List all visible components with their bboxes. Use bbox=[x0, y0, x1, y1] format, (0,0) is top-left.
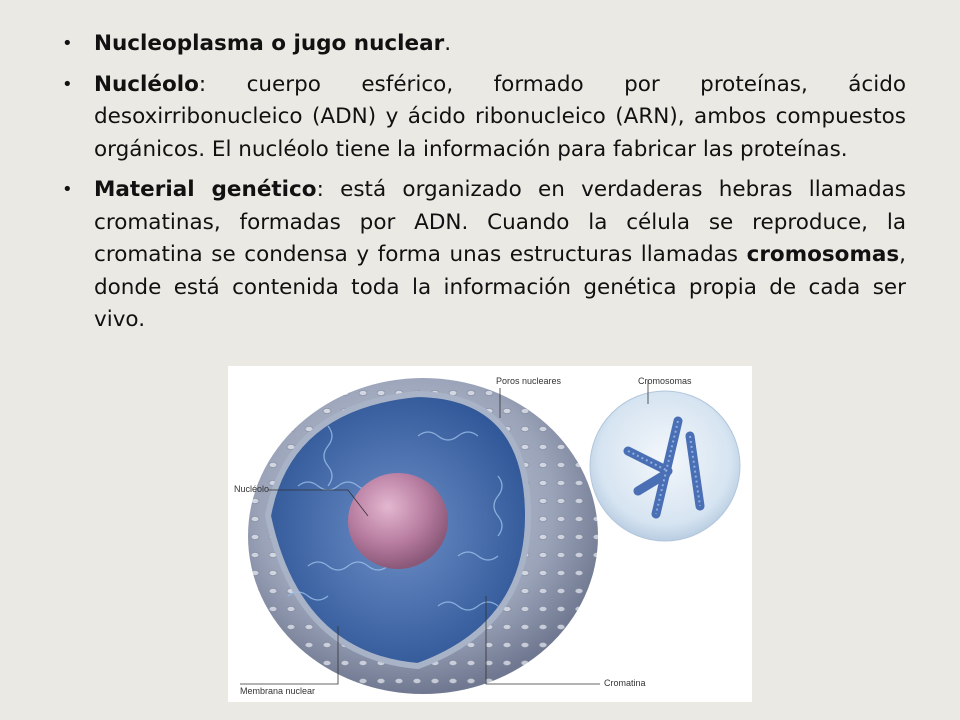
bullet-dot-icon: • bbox=[62, 33, 73, 54]
label-poros-nucleares: Poros nucleares bbox=[496, 376, 562, 386]
bullet-dot-icon: • bbox=[62, 73, 73, 95]
bullet-material-genetico bbox=[60, 174, 906, 337]
bullet-nucleoplasma bbox=[60, 28, 906, 61]
bullet-emphasis: cromosomas bbox=[746, 242, 900, 267]
nucleus-illustration bbox=[228, 366, 752, 702]
bullet-term: Material genético bbox=[94, 177, 317, 202]
bullet-text: está organizado en verdaderas hebras llamadas cromatinas, formadas por ADN. Cuando la célula se reproduce, la cromatina se condensa y forma unas estructuras llamadas bbox=[94, 177, 907, 267]
label-membrana-nuclear: Membrana nuclear bbox=[240, 686, 316, 696]
bullet-term: Nucléolo bbox=[94, 71, 199, 97]
bullet-list bbox=[60, 28, 906, 345]
label-cromosomas: Cromosomas bbox=[638, 376, 692, 386]
chromosome-inset bbox=[590, 391, 740, 541]
bullet-term: Nucleoplasma o jugo nuclear bbox=[94, 31, 445, 56]
bullet-nucleolo bbox=[60, 69, 906, 167]
bullet-term-suffix: : bbox=[198, 71, 247, 97]
bullet-term-suffix: : bbox=[316, 177, 341, 202]
bullet-term-suffix: . bbox=[444, 31, 452, 56]
nucleus-diagram bbox=[228, 366, 752, 702]
nucleolus bbox=[348, 473, 448, 569]
label-nucleolo: Nucléolo bbox=[234, 484, 270, 494]
bullet-tail: , donde está contenida toda la información genética propia de cada ser vivo. bbox=[94, 242, 906, 332]
bullet-dot-icon: • bbox=[62, 179, 73, 200]
label-cromatina: Cromatina bbox=[604, 678, 646, 688]
bullet-text: cuerpo esférico, formado por proteínas, ácido desoxirribonucleico (ADN) y ácido ribonucleico (ARN), ambos compuestos orgánicos. El nucléolo tiene la información para fabricar las proteínas. bbox=[94, 71, 906, 162]
